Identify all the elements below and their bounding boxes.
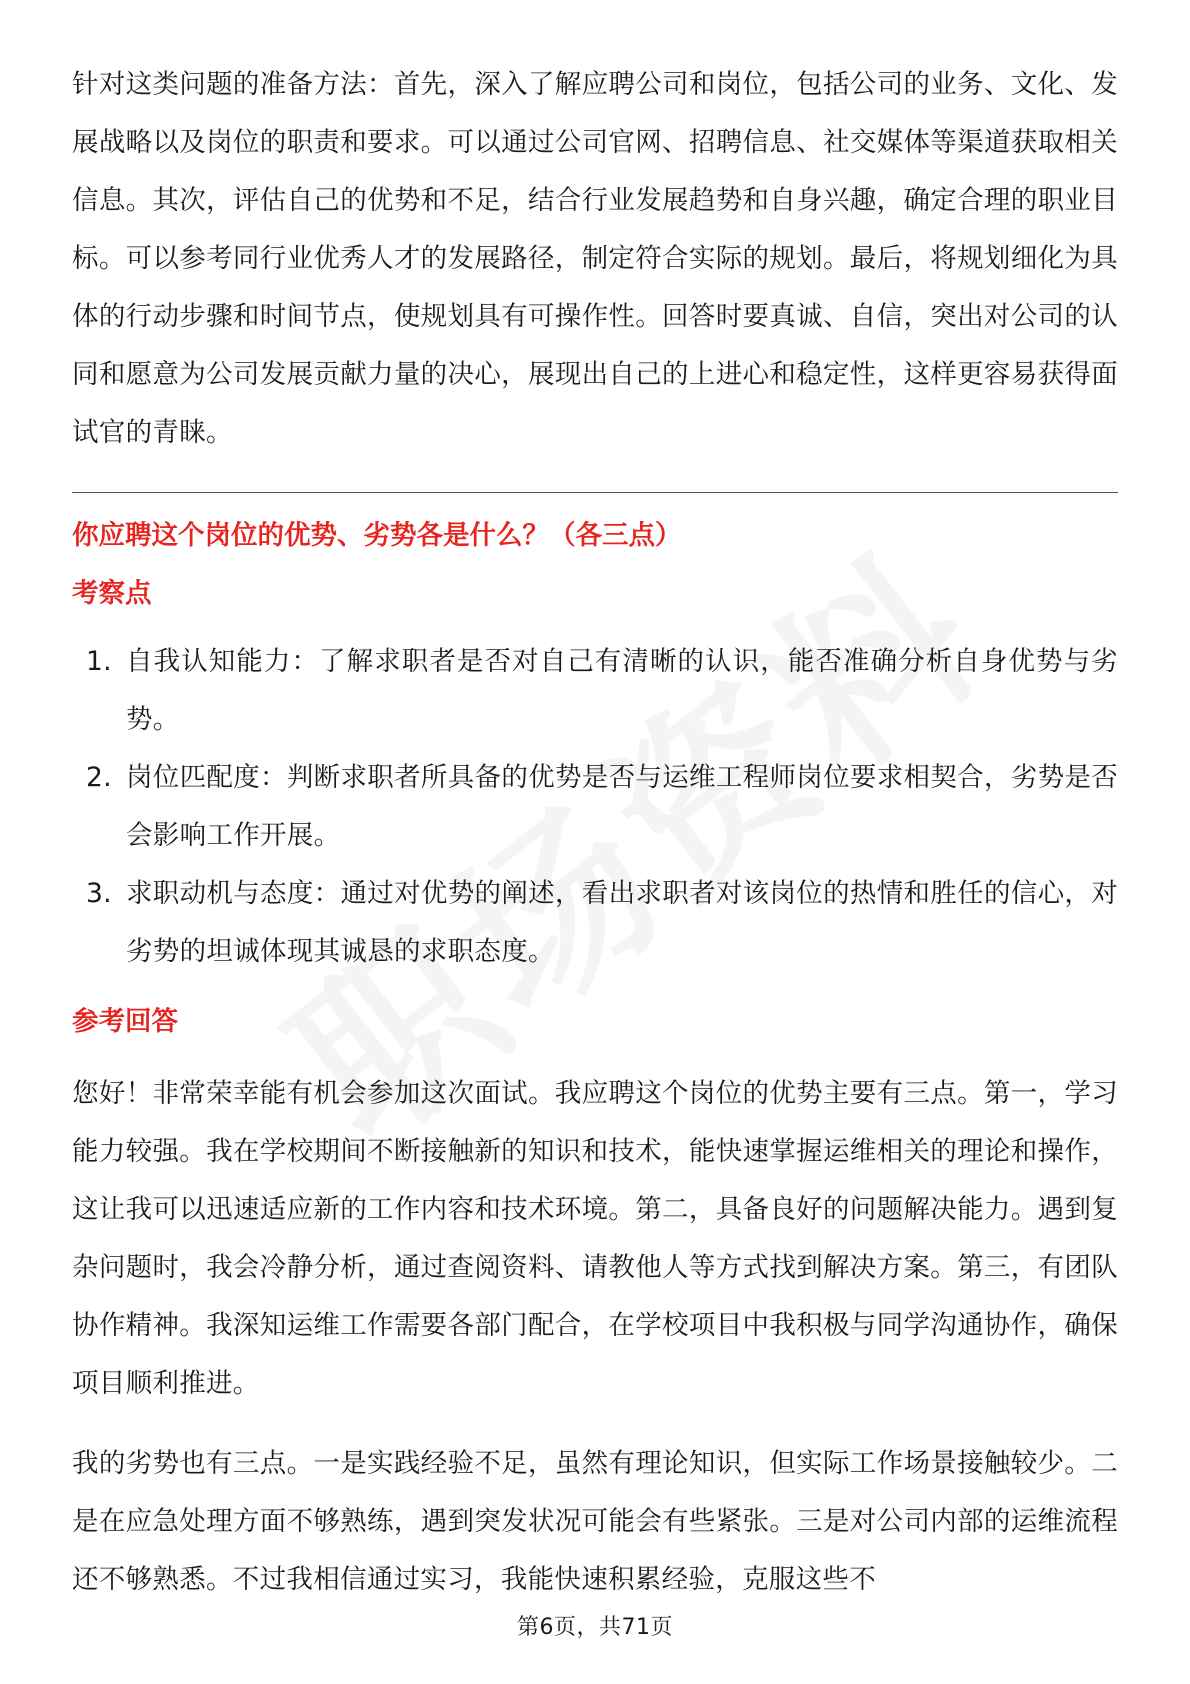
list-item (72, 865, 1118, 981)
list-item-text: 求职动机与态度：通过对优势的阐述，看出求职者对该岗位的热情和胜任的信心，对劣势的坦诚体现其诚恳的求职态度。 (126, 878, 1118, 967)
examine-points-list (72, 633, 1118, 981)
list-item (72, 749, 1118, 865)
answer-paragraph-weaknesses: 我的劣势也有三点。一是实践经验不足，虽然有理论知识，但实际工作场景接触较少。二是在应急处理方面不够熟练，遇到突发状况可能会有些紧张。三是对公司内部的运维流程还不够熟悉。不过我相信通过实习，我能快速积累经验，克服这些不 (72, 1448, 1118, 1595)
list-item-text: 岗位匹配度：判断求职者所具备的优势是否与运维工程师岗位要求相契合，劣势是否会影响工作开展。 (126, 762, 1118, 851)
list-item-number: 2. (86, 762, 112, 793)
page-number: 第6页，共71页 (517, 1615, 673, 1640)
page-content (72, 56, 1118, 1609)
answer-paragraph-strengths: 您好！非常荣幸能有机会参加这次面试。我应聘这个岗位的优势主要有三点。第一，学习能力较强。我在学校期间不断接触新的知识和技术，能快速掌握运维相关的理论和操作，这让我可以迅速适应新的工作内容和技术环境。第二，具备良好的问题解决能力。遇到复杂问题时，我会冷静分析，通过查阅资料、请教他人等方式找到解决方案。第三，有团队协作精神。我深知运维工作需要各部门配合，在学校项目中我积极与同学沟通协作，确保项目顺利推进。 (72, 1078, 1118, 1399)
section-divider (72, 492, 1118, 493)
list-item-text: 自我认知能力：了解求职者是否对自己有清晰的认识，能否准确分析自身优势与劣势。 (126, 646, 1118, 735)
answer-heading: 参考回答 (72, 1006, 178, 1037)
list-item (72, 633, 1118, 749)
list-item-number: 1. (86, 646, 112, 677)
examine-heading: 考察点 (72, 578, 152, 609)
question-title: 你应聘这个岗位的优势、劣势各是什么？（各三点） (72, 520, 682, 551)
intro-paragraph: 针对这类问题的准备方法：首先，深入了解应聘公司和岗位，包括公司的业务、文化、发展战略以及岗位的职责和要求。可以通过公司官网、招聘信息、社交媒体等渠道获取相关信息。其次，评估自己的优势和不足，结合行业发展趋势和自身兴趣，确定合理的职业目标。可以参考同行业优秀人才的发展路径，制定符合实际的规划。最后，将规划细化为具体的行动步骤和时间节点，使规划具有可操作性。回答时要真诚、自信，突出对公司的认同和愿意为公司发展贡献力量的决心，展现出自己的上进心和稳定性，这样更容易获得面试官的青睐。 (72, 69, 1118, 448)
list-item-number: 3. (86, 878, 112, 909)
